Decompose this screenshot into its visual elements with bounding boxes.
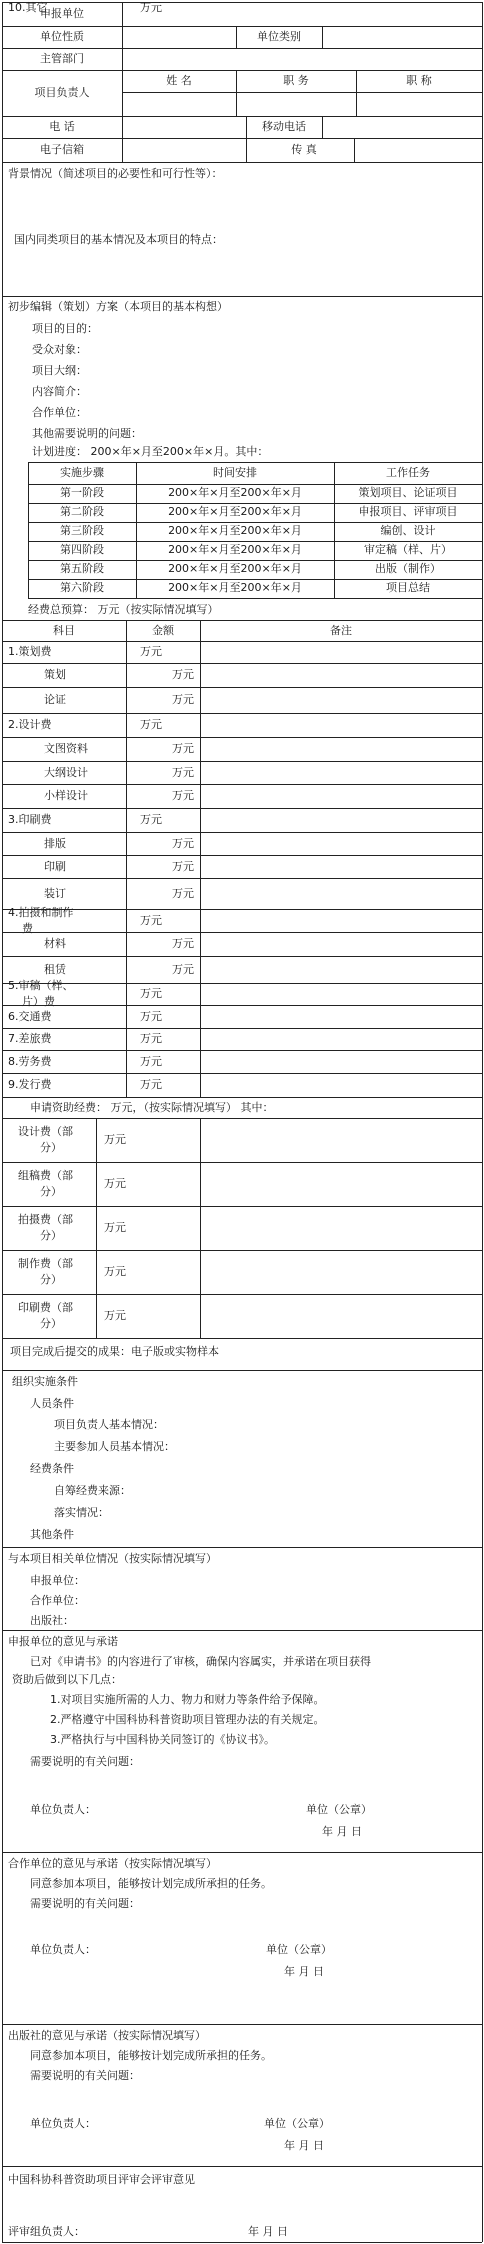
subsidy-item: 分）	[40, 1317, 62, 1330]
schedule-task: 项目总结	[386, 581, 430, 594]
budget-item: 费	[22, 921, 33, 935]
organization-other: 其他条件	[30, 1528, 74, 1541]
section-divider	[2, 1630, 482, 1631]
budget-amount: 万元	[172, 693, 194, 706]
budget-item: 论证	[44, 693, 66, 706]
applicant-opinion-heading: 申报单位的意见与承诺	[8, 1635, 118, 1648]
leader-row-line	[122, 92, 482, 93]
schedule-step: 第二阶段	[60, 505, 104, 518]
col-title: 职 称	[406, 74, 432, 87]
review-signer: 评审组负责人：	[8, 2225, 85, 2238]
subsidy-row-line	[2, 1338, 482, 1339]
label-unit-category: 单位类别	[257, 30, 301, 43]
subsidy-item: 分）	[40, 1185, 62, 1198]
partner-date: 年 月 日	[284, 1965, 324, 1978]
applicant-date: 年 月 日	[322, 1825, 362, 1838]
budget-row-line	[2, 737, 482, 738]
budget-amount: 万元	[172, 886, 194, 900]
budget-amount: 万元	[172, 789, 194, 802]
applicant-notes: 需要说明的有关问题：	[30, 1755, 140, 1768]
budget-row-line	[2, 878, 482, 879]
budget-amount: 万元	[140, 718, 162, 731]
budget-item: 小样设计	[44, 789, 88, 802]
section-divider	[2, 1852, 482, 1853]
applicant-point: 1.对项目实施所需的人力、物力和财力等条件给予保障。	[50, 1693, 325, 1706]
budget-item: 4.拍摄和制作	[8, 905, 74, 919]
section-divider	[2, 1547, 482, 1548]
budget-row-line	[2, 808, 482, 809]
schedule-task: 审定稿（样、片）	[364, 543, 452, 556]
budget-row-line	[2, 1005, 482, 1006]
subsidy-row-line	[2, 1118, 482, 1119]
budget-item: 2.设计费	[8, 718, 52, 731]
subsidy-amount: 万元	[104, 1133, 126, 1146]
budget-amount: 万元	[140, 1078, 162, 1091]
deliverables-text: 项目完成后提交的成果：电子版或实物样本	[10, 1345, 219, 1358]
budget-item: 1.策划费	[8, 645, 52, 658]
schedule-task: 编创、设计	[380, 524, 436, 537]
plan-item: 项目的目的：	[32, 322, 98, 335]
plan-item: 内容简介：	[32, 385, 87, 398]
schedule-task: 申报项目、评审项目	[358, 505, 458, 518]
budget-item: 3.印刷费	[8, 813, 52, 826]
budget-amount: 万元	[140, 1032, 162, 1045]
header-row-line	[2, 48, 482, 49]
organization-funds: 经费条件	[30, 1462, 74, 1475]
label-phone: 电 话	[49, 120, 75, 133]
publisher-line1: 同意参加本项目，能够按计划完成所承担的任务。	[30, 2049, 272, 2062]
applicant-para1: 已对《申请书》的内容进行了审核，确保内容属实，并承诺在项目获得	[30, 1655, 371, 1668]
plan-item: 合作单位：	[32, 406, 87, 419]
email-split-col	[354, 138, 355, 162]
budget-amount: 万元	[172, 859, 194, 873]
related-unit-item: 合作单位：	[30, 1594, 85, 1607]
budget-row-line	[2, 784, 482, 785]
budget-item: 6.交通费	[8, 1009, 52, 1023]
review-heading: 中国科协科普资助项目评审会评审意见	[8, 2173, 195, 2186]
subsidy-item: 制作费（部	[18, 1257, 73, 1270]
organization-members-info: 主要参加人员基本情况：	[54, 1440, 175, 1453]
schedule-task: 策划项目、论证项目	[358, 486, 458, 499]
budget-amount: 万元	[172, 962, 194, 976]
publisher-opinion-heading: 出版社的意见与承诺（按实际情况填写）	[8, 2029, 206, 2042]
plan-item: 受众对象：	[32, 343, 87, 356]
budget-amount: 万元	[140, 645, 162, 658]
header-row-line	[2, 162, 482, 163]
budget-row-line	[2, 641, 482, 642]
budget-header-amount: 金额	[152, 624, 174, 637]
subsidy-row-line	[2, 1250, 482, 1251]
schedule-header-step: 实施步骤	[60, 466, 104, 479]
budget-item: 装订	[44, 886, 66, 900]
plan-item: 项目大纲：	[32, 364, 87, 377]
applicant-seal: 单位（公章）	[306, 1803, 372, 1816]
schedule-row-line	[28, 598, 482, 599]
schedule-time: 200×年×月至200×年×月	[168, 486, 302, 499]
schedule-time: 200×年×月至200×年×月	[168, 505, 302, 518]
budget-amount: 万元	[140, 1009, 162, 1023]
frame-bottom	[2, 2242, 482, 2243]
budget-remark-col	[200, 620, 201, 1097]
label-supervising-dept: 主管部门	[40, 52, 84, 65]
applicant-signer: 单位负责人：	[30, 1803, 96, 1816]
subsidy-item: 组稿费（部	[18, 1169, 73, 1182]
budget-amount: 万元	[172, 836, 194, 850]
budget-row-line	[2, 1028, 482, 1029]
budget-item: 策划	[44, 668, 66, 681]
schedule-time: 200×年×月至200×年×月	[168, 581, 302, 594]
organization-heading: 组织实施条件	[12, 1375, 78, 1388]
schedule-step: 第三阶段	[60, 524, 104, 537]
subsidy-row-line	[2, 1162, 482, 1163]
publisher-notes: 需要说明的有关问题：	[30, 2069, 140, 2082]
partner-seal: 单位（公章）	[266, 1943, 332, 1956]
budget-amount: 万元	[172, 742, 194, 755]
related-units-heading: 与本项目相关单位情况（按实际情况填写）	[8, 1552, 217, 1565]
header-row-line	[2, 26, 482, 27]
subsidy-amount: 万元	[104, 1309, 126, 1322]
related-unit-item: 申报单位：	[30, 1574, 85, 1587]
budget-item: 7.差旅费	[8, 1032, 52, 1045]
budget-row-line	[2, 909, 482, 910]
subsidy-amount-col	[96, 1118, 97, 1338]
frame-right	[482, 2, 483, 2242]
budget-amount-col	[126, 620, 127, 1097]
budget-item: 片）费	[22, 995, 55, 1008]
header-row-line	[2, 138, 482, 139]
schedule-step: 第六阶段	[60, 581, 104, 594]
col-position: 职 务	[283, 74, 309, 87]
related-unit-item: 出版社：	[30, 1614, 74, 1627]
budget-item: 9.发行费	[8, 1078, 52, 1091]
frame-left	[2, 2, 3, 2242]
budget-row-line	[2, 932, 482, 933]
schedule-time: 200×年×月至200×年×月	[168, 524, 302, 537]
schedule-line: 计划进度： 200×年×月至200×年×月。其中：	[32, 445, 269, 458]
budget-amount: 万元	[140, 913, 162, 927]
budget-item: 排版	[44, 836, 66, 850]
schedule-header-task: 工作任务	[386, 466, 430, 479]
budget-row-line	[2, 1097, 482, 1098]
review-date: 年 月 日	[248, 2225, 288, 2238]
budget-total-line: 经费总预算： 万元（按实际情况填写）	[28, 603, 219, 616]
organization-staff: 人员条件	[30, 1397, 74, 1410]
budget-amount: 万元	[172, 937, 194, 950]
budget-row-line	[2, 855, 482, 856]
section-divider	[2, 1370, 482, 1371]
budget-amount: 万元	[140, 813, 162, 826]
subsidy-row-line	[2, 1294, 482, 1295]
budget-item: 大纲设计	[44, 765, 88, 779]
budget-header-remark: 备注	[330, 624, 352, 637]
schedule-time: 200×年×月至200×年×月	[168, 562, 302, 575]
budget-item: 印刷	[44, 859, 66, 873]
budget-row-line	[2, 983, 482, 984]
subsidy-amount: 万元	[104, 1177, 126, 1190]
budget-row-line	[2, 1050, 482, 1051]
applicant-point: 3.严格执行与中国科协关同签订的《协议书》。	[50, 1733, 275, 1746]
budget-row-line	[2, 761, 482, 762]
subsidy-amount: 万元	[104, 1221, 126, 1234]
section-divider	[2, 296, 482, 297]
subsidy-item: 分）	[40, 1141, 62, 1154]
partner-notes: 需要说明的有关问题：	[30, 1897, 140, 1910]
budget-amount: 万元	[172, 668, 194, 681]
budget-row-line	[2, 832, 482, 833]
budget-header-item: 科目	[53, 624, 75, 637]
budget-item: 租赁	[44, 962, 66, 976]
phone-split-col	[322, 116, 323, 138]
partner-signer: 单位负责人：	[30, 1943, 96, 1956]
email-split-col	[246, 138, 247, 162]
publisher-signer: 单位负责人：	[30, 2117, 96, 2130]
label-unit-nature: 单位性质	[40, 30, 84, 43]
budget-row-line	[2, 1073, 482, 1074]
section-divider	[2, 2024, 482, 2025]
schedule-header-top	[28, 462, 482, 463]
budget-row-line	[2, 956, 482, 957]
budget-row-line	[2, 663, 482, 664]
subsidy-line: 申请资助经费： 万元，（按实际情况填写） 其中：	[30, 1101, 274, 1114]
subsidy-item: 分）	[40, 1273, 62, 1286]
subsidy-item: 分）	[40, 1229, 62, 1242]
organization-matching: 落实情况：	[54, 1506, 109, 1519]
schedule-header-time: 时间安排	[213, 466, 257, 479]
label-email: 电子信箱	[40, 143, 84, 156]
similar-projects-text: 国内同类项目的基本情况及本项目的特点：	[14, 233, 223, 246]
partner-opinion-heading: 合作单位的意见与承诺（按实际情况填写）	[8, 1857, 217, 1870]
schedule-task: 出版（制作）	[375, 562, 441, 575]
subsidy-item: 设计费（部	[18, 1125, 73, 1138]
schedule-time: 200×年×月至200×年×月	[168, 543, 302, 556]
schedule-step: 第五阶段	[60, 562, 104, 575]
background-heading: 背景情况（简述项目的必要性和可行性等）：	[8, 167, 223, 180]
col-name: 姓 名	[166, 74, 192, 87]
subsidy-amount: 万元	[104, 1265, 126, 1278]
budget-item: 10.其它	[8, 1, 48, 14]
subsidy-item: 拍摄费（部	[18, 1213, 73, 1226]
organization-self-funds: 自筹经费来源：	[54, 1484, 131, 1497]
budget-amount: 万元	[140, 1054, 162, 1068]
frame-top	[2, 2, 482, 3]
schedule-step: 第四阶段	[60, 543, 104, 556]
budget-row-line	[2, 620, 482, 621]
label-fax: 传 真	[291, 143, 317, 156]
subsidy-row-line	[2, 1206, 482, 1207]
applicant-para2: 资助后做到以下几点：	[12, 1673, 122, 1686]
organization-leader-info: 项目负责人基本情况：	[54, 1418, 164, 1431]
header-row-line	[2, 116, 482, 117]
subsidy-item: 印刷费（部	[18, 1301, 73, 1314]
plan-item: 其他需要说明的问题：	[32, 427, 142, 440]
budget-item: 5.审稿（样、	[8, 979, 74, 992]
subsidy-remark-col	[200, 1118, 201, 1338]
label-project-leader: 项目负责人	[34, 86, 90, 99]
header-split-col	[322, 26, 323, 48]
budget-item: 材料	[44, 937, 66, 950]
budget-item: 文图资料	[44, 742, 88, 755]
section-divider	[2, 2166, 482, 2167]
budget-amount: 万元	[140, 987, 162, 1000]
publisher-seal: 单位（公章）	[264, 2117, 330, 2130]
partner-line1: 同意参加本项目，能够按计划完成所承担的任务。	[30, 1877, 272, 1890]
plan-heading: 初步编辑（策划）方案（本项目的基本构想）	[8, 300, 228, 313]
budget-item: 8.劳务费	[8, 1054, 52, 1068]
applicant-point: 2.严格遵守中国科协科普资助项目管理办法的有关规定。	[50, 1713, 325, 1726]
header-row-line	[2, 70, 482, 71]
schedule-step: 第一阶段	[60, 486, 104, 499]
publisher-date: 年 月 日	[284, 2139, 324, 2152]
budget-amount: 万元	[172, 765, 194, 779]
label-mobile: 移动电话	[262, 120, 306, 133]
label-applicant-unit: 申报单位	[40, 7, 84, 20]
budget-row-line	[2, 687, 482, 688]
budget-amount: 万元	[140, 1, 162, 14]
budget-row-line	[2, 713, 482, 714]
